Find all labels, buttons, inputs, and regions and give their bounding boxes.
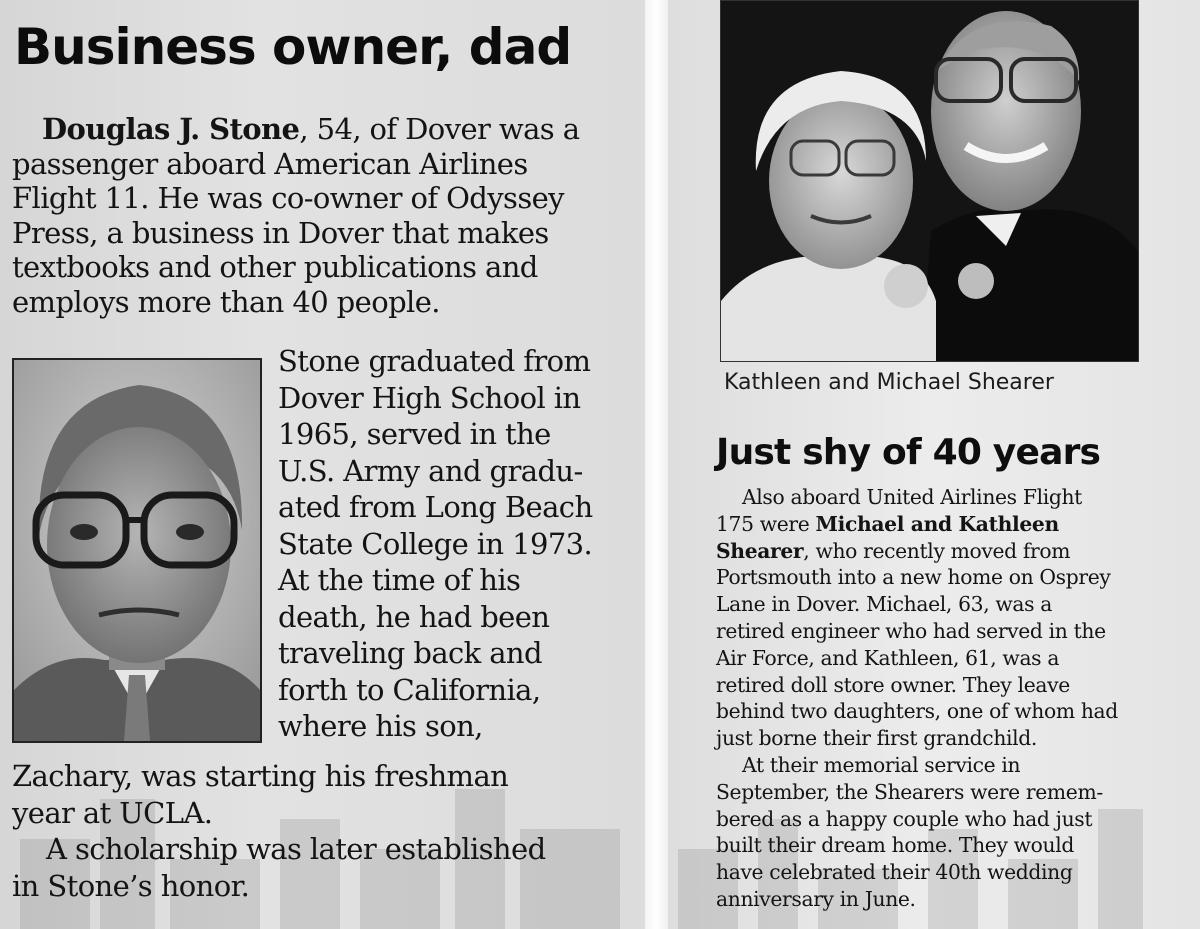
column-line: forth to California, — [278, 672, 541, 707]
body-line — [716, 511, 1156, 538]
body-line: Portsmouth into a new home on Osprey — [716, 565, 1111, 590]
closing-paragraph — [12, 758, 632, 904]
body-line: Also aboard United Airlines Flight — [742, 485, 1082, 509]
lede-line: Flight 11. He was co-owner of Odyssey — [12, 181, 564, 215]
headline-just-shy: Just shy of 40 years — [716, 432, 1101, 473]
body-line: bered as a happy couple who had just — [716, 806, 1093, 831]
names-bold: Shearer — [716, 538, 804, 563]
column-line: Dover High School in — [278, 380, 581, 415]
shearer-body — [716, 484, 1156, 913]
body-line: retired doll store owner. They leave — [716, 672, 1070, 697]
column-line: where his son, — [278, 709, 483, 743]
lede-paragraph — [12, 112, 632, 319]
name-bold: Douglas J. Stone — [42, 112, 300, 146]
body-line: built their dream home. They would — [716, 833, 1075, 858]
column-line: 1965, served in the — [278, 417, 551, 451]
body-line: anniversary in June. — [716, 886, 916, 911]
body-line: September, the Shearers were remem- — [716, 779, 1103, 804]
lede-line: textbooks and other publications and — [12, 250, 538, 284]
column-line: State College in 1973. — [278, 526, 593, 561]
body-line: behind two daughters, one of whom had — [716, 699, 1118, 724]
lede-line: Press, a business in Dover that makes — [12, 215, 549, 250]
body-line: Lane in Dover. Michael, 63, was a — [716, 592, 1053, 617]
column-line: At the time of his — [278, 563, 521, 597]
column-line: traveling back and — [278, 636, 542, 670]
column-line: Stone graduated from — [278, 344, 591, 378]
column-line: death, he had been — [278, 599, 550, 634]
couple-photo-shearer — [720, 0, 1139, 362]
headline-business-owner: Business owner, dad — [14, 18, 572, 76]
portrait-photo-douglas-stone — [12, 358, 262, 743]
photo-caption: Kathleen and Michael Shearer — [724, 370, 1054, 395]
body-line — [716, 538, 1156, 565]
column-line: ated from Long Beach — [278, 490, 593, 524]
lede-line-text: , 54, of Dover was a — [299, 112, 580, 146]
body-line: Air Force, and Kathleen, 61, was a — [716, 645, 1060, 670]
body-line-text: 175 were — [716, 511, 816, 536]
lede-line: employs more than 40 people. — [12, 284, 440, 319]
couple-illustration — [721, 1, 1138, 361]
portrait-illustration — [14, 360, 260, 741]
lede-line: passenger aboard American Airlines — [12, 146, 528, 181]
names-bold: Michael and Kathleen — [815, 511, 1059, 536]
column-line: U.S. Army and gradu- — [278, 453, 583, 488]
body-line-text: , who recently moved from — [803, 538, 1071, 563]
body-line: retired engineer who had served in the — [716, 618, 1106, 643]
body-line: have celebrated their 40th wedding — [716, 860, 1073, 885]
closing-line: A scholarship was later established — [46, 832, 546, 866]
lede-line — [12, 112, 632, 147]
closing-line: Zachary, was starting his freshman — [12, 759, 509, 793]
page-gutter — [645, 0, 668, 929]
body-line: just borne their first grandchild. — [716, 726, 1038, 751]
body-line: At their memorial service in — [742, 752, 1021, 777]
closing-line: in Stone’s honor. — [12, 868, 250, 903]
column-paragraph — [278, 343, 638, 745]
closing-line: year at UCLA. — [12, 795, 213, 830]
